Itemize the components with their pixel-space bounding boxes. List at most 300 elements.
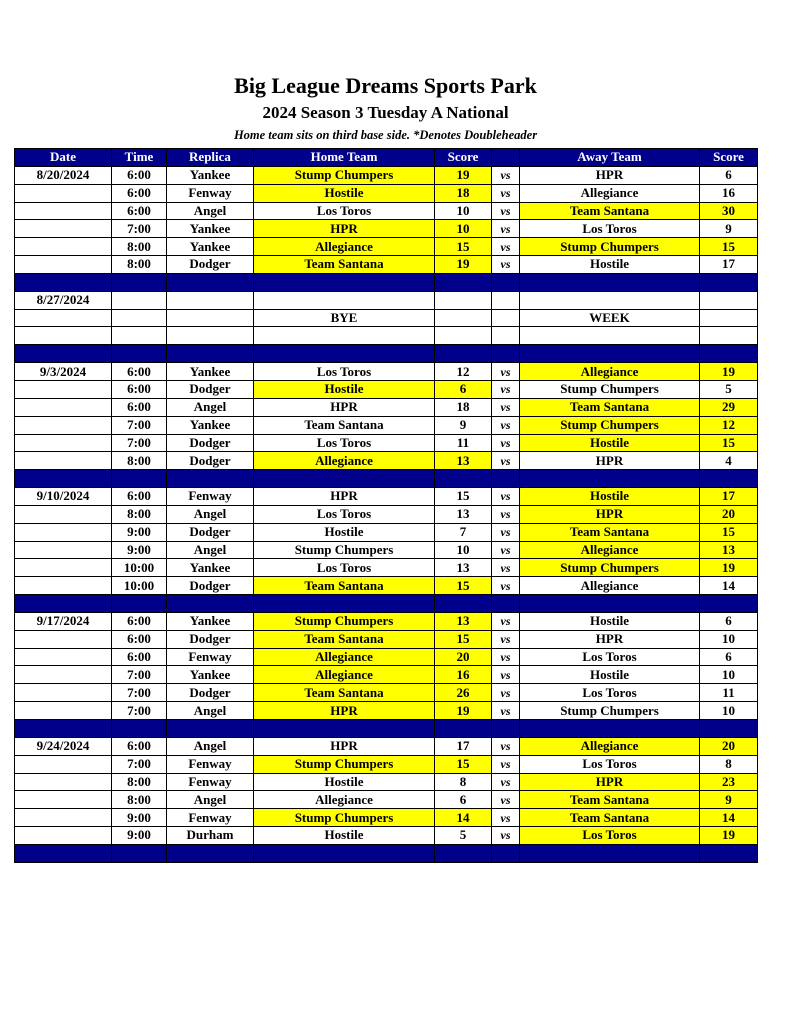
away-team-cell: HPR [520,166,700,184]
home-score-cell: 13 [435,612,492,630]
week-separator [15,470,758,488]
away-team-cell: Hostile [520,612,700,630]
game-row [15,559,758,577]
vs-cell: vs [492,220,520,238]
home-score-cell: 13 [435,505,492,523]
separator-cell [112,720,167,738]
away-score-cell [700,327,758,345]
home-score-cell: 10 [435,220,492,238]
time-cell: 9:00 [112,809,167,827]
game-row [15,827,758,845]
date-cell [15,398,112,416]
away-team-cell: Allegiance [520,184,700,202]
page-title: Big League Dreams Sports Park [234,73,537,98]
home-score-cell: 5 [435,827,492,845]
vs-cell: vs [492,363,520,381]
separator-cell [254,470,435,488]
date-cell [15,666,112,684]
separator-cell [435,844,492,862]
date-cell [15,523,112,541]
header-home-team: Home Team [254,149,435,167]
date-cell [15,309,112,327]
game-row [15,648,758,666]
home-team-cell: Los Toros [254,505,435,523]
replica-cell: Yankee [167,612,254,630]
away-score-cell: 15 [700,523,758,541]
vs-cell: vs [492,488,520,506]
home-score-cell [435,309,492,327]
home-team-cell: Los Toros [254,434,435,452]
separator-cell [435,595,492,613]
home-team-cell: Hostile [254,523,435,541]
home-team-cell: Stump Chumpers [254,612,435,630]
away-score-cell: 19 [700,363,758,381]
home-team-cell: HPR [254,702,435,720]
away-score-cell: 6 [700,648,758,666]
separator-cell [520,470,700,488]
header-home-score: Score [435,149,492,167]
date-cell: 8/27/2024 [15,291,112,309]
game-row [15,309,758,327]
away-team-cell: HPR [520,452,700,470]
vs-cell: vs [492,791,520,809]
date-cell [15,434,112,452]
home-score-cell: 16 [435,666,492,684]
away-score-cell: 17 [700,256,758,274]
game-row [15,220,758,238]
separator-cell [112,844,167,862]
home-team-cell: Stump Chumpers [254,166,435,184]
vs-cell: vs [492,702,520,720]
home-team-cell: Team Santana [254,416,435,434]
date-cell [15,327,112,345]
vs-cell: vs [492,809,520,827]
away-team-cell: Los Toros [520,648,700,666]
away-score-cell: 8 [700,755,758,773]
home-score-cell [435,291,492,309]
away-score-cell: 20 [700,737,758,755]
game-row [15,434,758,452]
home-score-cell: 10 [435,541,492,559]
away-team-cell: Team Santana [520,809,700,827]
home-team-cell: HPR [254,488,435,506]
home-score-cell: 26 [435,684,492,702]
vs-cell [492,291,520,309]
time-cell: 6:00 [112,648,167,666]
vs-cell: vs [492,737,520,755]
home-score-cell: 6 [435,791,492,809]
header-row [15,149,758,167]
away-team-cell: Stump Chumpers [520,380,700,398]
week-separator [15,844,758,862]
time-cell: 8:00 [112,238,167,256]
home-team-cell [254,291,435,309]
time-cell: 6:00 [112,398,167,416]
replica-cell: Dodger [167,380,254,398]
separator-cell [254,345,435,363]
away-score-cell: 12 [700,416,758,434]
header-time: Time [112,149,167,167]
date-cell [15,202,112,220]
time-cell: 8:00 [112,505,167,523]
away-team-cell [520,291,700,309]
time-cell: 6:00 [112,363,167,381]
replica-cell: Dodger [167,577,254,595]
time-cell [112,327,167,345]
time-cell: 6:00 [112,166,167,184]
time-cell [112,291,167,309]
separator-cell [254,844,435,862]
vs-cell: vs [492,755,520,773]
header-away-team: Away Team [520,149,700,167]
separator-cell [520,345,700,363]
game-row [15,416,758,434]
replica-cell: Angel [167,398,254,416]
header-away-score: Score [700,149,758,167]
away-team-cell: Allegiance [520,541,700,559]
separator-cell [700,595,758,613]
away-team-cell: Los Toros [520,220,700,238]
game-row [15,791,758,809]
home-team-cell: Allegiance [254,791,435,809]
away-team-cell: Los Toros [520,684,700,702]
home-team-cell: Los Toros [254,202,435,220]
separator-cell [700,720,758,738]
separator-cell [167,595,254,613]
away-score-cell: 10 [700,666,758,684]
week-separator [15,595,758,613]
time-cell: 8:00 [112,791,167,809]
game-row [15,505,758,523]
vs-cell: vs [492,380,520,398]
home-score-cell: 15 [435,238,492,256]
away-score-cell: 14 [700,577,758,595]
week-separator [15,345,758,363]
date-cell [15,684,112,702]
vs-cell: vs [492,666,520,684]
vs-cell [492,309,520,327]
separator-cell [167,470,254,488]
separator-cell [435,470,492,488]
date-cell: 9/24/2024 [15,737,112,755]
date-cell [15,184,112,202]
time-cell: 7:00 [112,220,167,238]
date-cell [15,827,112,845]
vs-cell: vs [492,434,520,452]
separator-cell [167,273,254,291]
away-team-cell: Allegiance [520,363,700,381]
separator-cell [435,720,492,738]
replica-cell: Yankee [167,220,254,238]
game-row [15,612,758,630]
away-team-cell: Team Santana [520,202,700,220]
game-row [15,452,758,470]
separator-cell [700,844,758,862]
separator-cell [15,470,112,488]
header-replica: Replica [167,149,254,167]
time-cell: 9:00 [112,523,167,541]
home-score-cell: 13 [435,452,492,470]
separator-cell [700,273,758,291]
time-cell: 7:00 [112,702,167,720]
replica-cell: Dodger [167,452,254,470]
separator-cell [15,844,112,862]
separator-cell [520,844,700,862]
home-team-cell: Allegiance [254,238,435,256]
home-team-cell [254,327,435,345]
away-team-cell: WEEK [520,309,700,327]
separator-cell [492,345,520,363]
game-row [15,809,758,827]
away-score-cell: 5 [700,380,758,398]
game-row [15,666,758,684]
game-row [15,380,758,398]
game-row [15,630,758,648]
vs-cell [492,327,520,345]
replica-cell: Angel [167,791,254,809]
separator-cell [254,720,435,738]
separator-cell [112,470,167,488]
replica-cell: Yankee [167,238,254,256]
home-team-cell: Team Santana [254,256,435,274]
away-team-cell: HPR [520,505,700,523]
away-score-cell: 17 [700,488,758,506]
game-row [15,702,758,720]
time-cell: 9:00 [112,827,167,845]
replica-cell: Durham [167,827,254,845]
home-team-cell: Allegiance [254,666,435,684]
game-row [15,256,758,274]
separator-cell [15,345,112,363]
replica-cell: Dodger [167,434,254,452]
separator-cell [15,720,112,738]
replica-cell: Fenway [167,648,254,666]
away-score-cell: 13 [700,541,758,559]
replica-cell: Angel [167,202,254,220]
away-score-cell: 15 [700,238,758,256]
away-score-cell: 6 [700,166,758,184]
separator-cell [112,273,167,291]
away-score-cell: 6 [700,612,758,630]
time-cell: 6:00 [112,612,167,630]
away-team-cell: Allegiance [520,577,700,595]
home-team-cell: HPR [254,220,435,238]
away-score-cell: 15 [700,434,758,452]
home-score-cell: 8 [435,773,492,791]
home-score-cell: 19 [435,166,492,184]
away-team-cell: Stump Chumpers [520,416,700,434]
date-cell [15,505,112,523]
home-team-cell: Hostile [254,827,435,845]
time-cell: 7:00 [112,755,167,773]
separator-cell [700,345,758,363]
date-cell [15,648,112,666]
home-team-cell: Los Toros [254,559,435,577]
replica-cell: Angel [167,737,254,755]
game-row [15,238,758,256]
away-team-cell: Los Toros [520,755,700,773]
replica-cell: Angel [167,541,254,559]
home-score-cell: 13 [435,559,492,577]
replica-cell: Yankee [167,559,254,577]
separator-cell [15,273,112,291]
vs-cell: vs [492,648,520,666]
separator-cell [15,595,112,613]
vs-cell: vs [492,541,520,559]
replica-cell: Angel [167,505,254,523]
away-team-cell: Hostile [520,666,700,684]
vs-cell: vs [492,202,520,220]
away-team-cell: Hostile [520,434,700,452]
away-team-cell: HPR [520,773,700,791]
vs-cell: vs [492,612,520,630]
home-team-cell: HPR [254,737,435,755]
home-score-cell: 15 [435,755,492,773]
separator-cell [492,470,520,488]
replica-cell [167,327,254,345]
vs-cell: vs [492,684,520,702]
home-score-cell: 18 [435,184,492,202]
separator-cell [435,345,492,363]
home-score-cell: 7 [435,523,492,541]
away-score-cell: 19 [700,559,758,577]
replica-cell: Fenway [167,809,254,827]
date-cell: 9/3/2024 [15,363,112,381]
home-score-cell: 11 [435,434,492,452]
time-cell: 6:00 [112,630,167,648]
time-cell: 7:00 [112,666,167,684]
game-row [15,755,758,773]
away-team-cell: Stump Chumpers [520,702,700,720]
replica-cell [167,309,254,327]
game-row [15,327,758,345]
separator-cell [492,273,520,291]
separator-cell [492,844,520,862]
vs-cell: vs [492,166,520,184]
vs-cell: vs [492,238,520,256]
home-score-cell: 6 [435,380,492,398]
home-team-cell: Stump Chumpers [254,541,435,559]
time-cell: 8:00 [112,773,167,791]
separator-cell [167,345,254,363]
home-team-cell: HPR [254,398,435,416]
date-cell [15,702,112,720]
away-score-cell: 10 [700,702,758,720]
separator-cell [700,470,758,488]
home-score-cell: 17 [435,737,492,755]
away-score-cell: 23 [700,773,758,791]
away-team-cell: Allegiance [520,737,700,755]
time-cell: 7:00 [112,434,167,452]
game-row [15,488,758,506]
vs-cell: vs [492,505,520,523]
home-team-cell: Hostile [254,773,435,791]
separator-cell [112,595,167,613]
home-score-cell: 15 [435,577,492,595]
home-score-cell: 14 [435,809,492,827]
home-score-cell: 9 [435,416,492,434]
separator-cell [520,595,700,613]
game-row [15,363,758,381]
schedule-table [14,148,758,863]
home-team-cell: Allegiance [254,452,435,470]
replica-cell: Yankee [167,363,254,381]
away-team-cell: Los Toros [520,827,700,845]
date-cell [15,541,112,559]
date-cell: 9/10/2024 [15,488,112,506]
home-score-cell: 19 [435,702,492,720]
date-cell [15,220,112,238]
date-cell [15,809,112,827]
home-team-cell: Team Santana [254,630,435,648]
away-score-cell: 29 [700,398,758,416]
game-row [15,577,758,595]
date-cell: 8/20/2024 [15,166,112,184]
replica-cell: Yankee [167,416,254,434]
separator-cell [520,720,700,738]
replica-cell: Fenway [167,755,254,773]
away-score-cell [700,309,758,327]
game-row [15,291,758,309]
replica-cell: Dodger [167,630,254,648]
separator-cell [254,273,435,291]
separator-cell [492,720,520,738]
time-cell: 6:00 [112,488,167,506]
away-score-cell: 19 [700,827,758,845]
away-team-cell: Team Santana [520,398,700,416]
replica-cell: Dodger [167,684,254,702]
time-cell: 8:00 [112,256,167,274]
vs-cell: vs [492,559,520,577]
replica-cell: Yankee [167,666,254,684]
time-cell: 6:00 [112,380,167,398]
home-score-cell: 10 [435,202,492,220]
away-team-cell: HPR [520,630,700,648]
home-team-cell: BYE [254,309,435,327]
away-score-cell: 16 [700,184,758,202]
date-cell [15,755,112,773]
date-cell [15,416,112,434]
separator-cell [167,720,254,738]
date-cell [15,380,112,398]
schedule-note: Home team sits on third base side. *Denotes Doubleheader [233,128,538,142]
vs-cell: vs [492,398,520,416]
home-team-cell: Team Santana [254,577,435,595]
vs-cell: vs [492,773,520,791]
away-team-cell: Team Santana [520,791,700,809]
vs-cell: vs [492,256,520,274]
replica-cell [167,291,254,309]
vs-cell: vs [492,630,520,648]
vs-cell: vs [492,184,520,202]
week-separator [15,273,758,291]
time-cell: 7:00 [112,684,167,702]
away-team-cell: Stump Chumpers [520,238,700,256]
home-score-cell: 18 [435,398,492,416]
time-cell: 9:00 [112,541,167,559]
time-cell: 8:00 [112,452,167,470]
away-score-cell: 14 [700,809,758,827]
replica-cell: Angel [167,702,254,720]
date-cell [15,791,112,809]
home-score-cell: 20 [435,648,492,666]
home-team-cell: Team Santana [254,684,435,702]
game-row [15,684,758,702]
away-score-cell: 4 [700,452,758,470]
home-team-cell: Stump Chumpers [254,755,435,773]
replica-cell: Dodger [167,256,254,274]
away-team-cell: Hostile [520,256,700,274]
